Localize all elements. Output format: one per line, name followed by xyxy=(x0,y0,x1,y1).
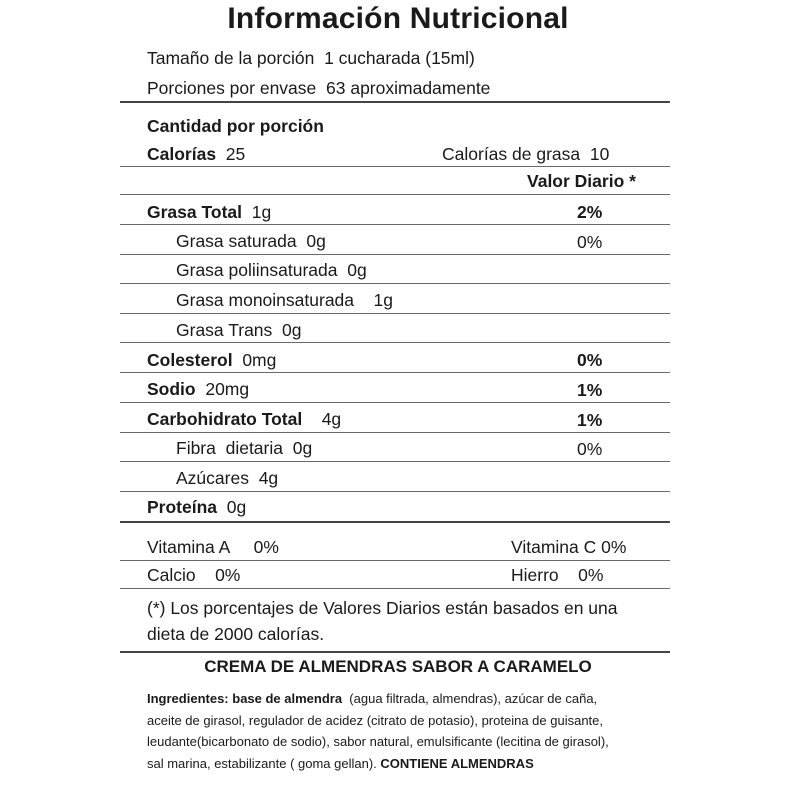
nutrient-label: Grasa Total xyxy=(147,202,242,222)
divider-rule xyxy=(120,651,670,653)
nutrient-amount: 0mg xyxy=(242,350,277,370)
nutrient-amount: 0g xyxy=(292,438,313,458)
servings-per-container xyxy=(147,78,490,99)
amount-per-serving: Cantidad por porción xyxy=(147,116,324,136)
nutrient-row-monounsaturated-fat xyxy=(176,290,393,311)
ingredients-base: base de almendra xyxy=(232,691,343,706)
nutrient-row-protein xyxy=(147,497,246,518)
nutrient-pct: 0% xyxy=(577,439,603,459)
divider-rule xyxy=(120,560,670,561)
serving-size-value: 1 cucharada (15ml) xyxy=(324,48,475,68)
nutrient-amount: 0g xyxy=(282,320,302,340)
divider-rule xyxy=(120,313,670,314)
ingredients-line-4 xyxy=(147,753,677,775)
divider-rule xyxy=(120,283,670,284)
nutrient-label: Grasa saturada xyxy=(176,231,297,251)
ingredients-line-4-text: sal marina, estabilizante ( goma gellan). xyxy=(147,755,381,771)
allergen-warning: CONTIENE ALMENDRAS xyxy=(380,755,534,771)
divider-rule xyxy=(120,194,670,195)
nutrient-label: Azúcares xyxy=(176,468,249,488)
nutrient-pct: 0% xyxy=(577,350,603,370)
divider-rule xyxy=(120,461,670,462)
serving-size xyxy=(147,48,475,69)
nutrient-row-polyunsaturated-fat xyxy=(176,260,367,281)
nutrient-amount: 0g xyxy=(306,231,326,251)
nutrient-pct: 1% xyxy=(577,380,603,400)
nutrient-label: Sodio xyxy=(147,379,196,399)
nutrient-label: Proteína xyxy=(147,497,218,517)
vitamin-a: Vitamina A 0% xyxy=(147,537,279,557)
divider-rule xyxy=(120,432,670,433)
nutrient-label: Fibra dietaria xyxy=(176,438,283,458)
divider-rule xyxy=(120,402,670,403)
nutrient-pct: 1% xyxy=(577,410,603,430)
calcium: Calcio 0% xyxy=(147,565,241,585)
nutrient-label: Carbohidrato Total xyxy=(147,409,303,429)
divider-rule xyxy=(120,254,670,255)
nutrient-row-fiber xyxy=(176,438,312,459)
ingredients-line-2: aceite de girasol, regulador de acidez (citrato de potasio), proteina de guisante, xyxy=(147,712,604,728)
divider-rule xyxy=(120,491,670,492)
nutrient-amount: 4g xyxy=(258,468,279,488)
nutrient-label: Grasa poliinsaturada xyxy=(176,260,338,280)
nutrient-row-sugars xyxy=(176,468,278,489)
ingredients xyxy=(147,688,677,774)
nutrient-amount: 0g xyxy=(226,497,247,517)
nutrient-row-cholesterol xyxy=(147,350,276,371)
divider-rule xyxy=(120,521,670,523)
vitamin-c: Vitamina C 0% xyxy=(511,537,627,557)
calories-fat-label: Calorías de grasa xyxy=(442,144,581,164)
calories-row xyxy=(147,144,245,165)
nutrient-row-saturated-fat xyxy=(176,231,326,252)
divider-rule xyxy=(120,224,670,225)
label-title: Información Nutricional xyxy=(227,2,569,35)
nutrient-row-carbohydrate xyxy=(147,409,341,430)
divider-rule xyxy=(120,342,670,343)
footnote-line-2: dieta de 2000 calorías. xyxy=(147,624,325,644)
nutrient-label: Grasa monoinsaturada xyxy=(176,290,355,310)
calories-label: Calorías xyxy=(147,144,217,164)
ingredients-line-1: Ingredientes: base de almendra (agua filtrada, almendras), azúcar de caña, xyxy=(147,691,598,706)
nutrient-label: Grasa Trans xyxy=(176,320,273,340)
footnote-line-1: (*) Los porcentajes de Valores Diarios están basados en una xyxy=(147,598,618,618)
nutrient-pct: 2% xyxy=(577,202,603,222)
iron: Hierro 0% xyxy=(511,565,604,585)
serving-size-label: Tamaño de la porción xyxy=(147,48,315,68)
nutrient-pct: 0% xyxy=(577,232,603,252)
divider-rule xyxy=(120,372,670,373)
ingredients-line-3: leudante(bicarbonato de sodio), sabor natural, emulsificante (lecitina de girasol), xyxy=(147,734,609,749)
divider-rule xyxy=(120,101,670,103)
nutrient-amount: 1g xyxy=(373,290,393,310)
ingredients-line-1-rest: (agua filtrada, almendras), azúcar de caña, xyxy=(342,691,598,706)
calories-value: 25 xyxy=(225,144,246,164)
calories-from-fat xyxy=(442,144,609,165)
calories-fat-value: 10 xyxy=(589,144,610,164)
product-name: CREMA DE ALMENDRAS SABOR A CARAMELO xyxy=(204,657,592,676)
nutrient-amount: 20mg xyxy=(205,379,250,399)
servings-per-container-label: Porciones por envase xyxy=(147,78,317,98)
servings-per-container-value: 63 aproximadamente xyxy=(326,78,491,98)
nutrient-row-sodium xyxy=(147,379,249,400)
divider-rule xyxy=(120,588,670,589)
nutrient-amount: 0g xyxy=(347,260,367,280)
ingredients-label: Ingredientes xyxy=(147,691,225,706)
divider-rule xyxy=(120,166,670,167)
nutrient-row-total-fat xyxy=(147,202,271,223)
nutrient-amount: 4g xyxy=(321,409,342,429)
nutrient-row-trans-fat xyxy=(176,320,302,341)
nutrient-label: Colesterol xyxy=(147,350,233,370)
nutrient-amount: 1g xyxy=(251,202,272,222)
daily-value-header: Valor Diario * xyxy=(527,171,636,191)
